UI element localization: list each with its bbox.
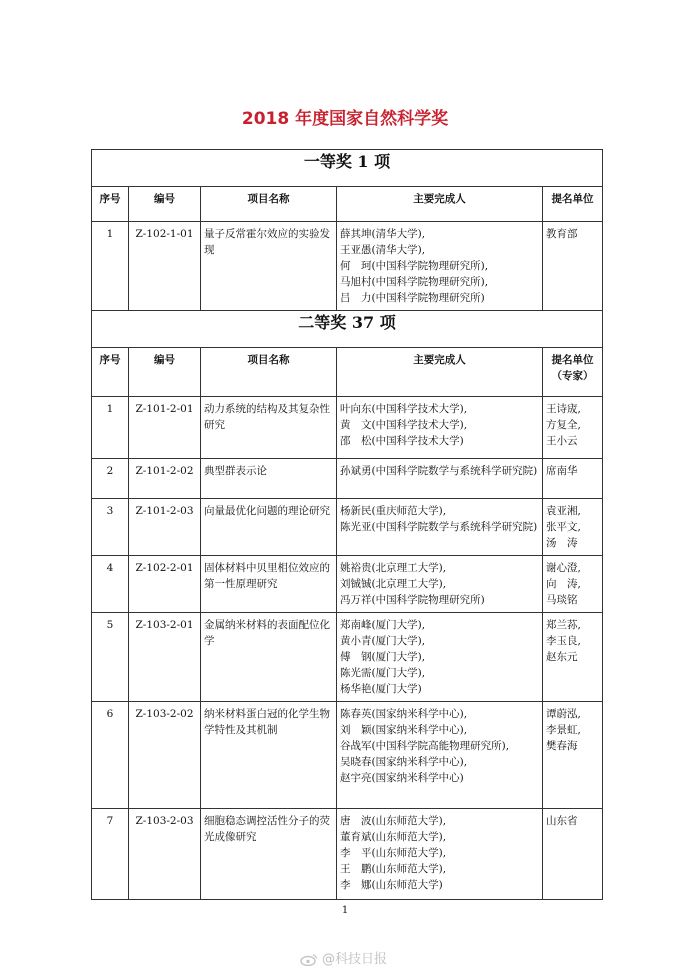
row-number: 7: [92, 809, 129, 900]
table-row: [92, 397, 603, 459]
award-table: [91, 149, 603, 900]
second-prize-heading-row: [92, 311, 603, 348]
nominator: [543, 556, 603, 613]
contributor: 刘 颖(国家纳米科学中心),: [340, 724, 468, 736]
project-name: 金属纳米材料的表面配位化学: [201, 613, 337, 702]
column-header-row: [92, 187, 603, 222]
nominator: [543, 499, 603, 556]
nominator-name: 谭蔚泓,: [546, 708, 581, 720]
table-row: [92, 222, 603, 311]
contributor: 马旭村(中国科学院物理研究所),: [340, 276, 489, 288]
nominator-name: 张平文,: [546, 521, 581, 533]
contributor: 姚裕贵(北京理工大学),: [340, 562, 447, 574]
second-prize-heading: 二等奖 37 项: [92, 311, 603, 348]
contributor: 孙斌勇(中国科学院数学与系统科学研究院): [340, 465, 538, 477]
nominator-name: 李景虹,: [546, 724, 581, 736]
table-row: [92, 499, 603, 556]
row-number: 1: [92, 397, 129, 459]
project-name: 动力系统的结构及其复杂性研究: [201, 397, 337, 459]
contributor: 傅 钢(厦门大学),: [340, 651, 426, 663]
contributor: 陈春英(国家纳米科学中心),: [340, 708, 468, 720]
contributor: 黄小青(厦门大学),: [340, 635, 426, 647]
row-number: 6: [92, 702, 129, 809]
nominator-name: 樊春海: [546, 740, 578, 752]
nominator-name: 马琰铭: [546, 594, 578, 606]
main-contributors: [337, 397, 543, 459]
contributor: 赵宇亮(国家纳米科学中心): [340, 772, 464, 784]
nominator-name: 山东省: [546, 815, 578, 827]
column-header: 主要完成人: [337, 348, 543, 397]
column-header: 项目名称: [201, 187, 337, 222]
table-row: [92, 459, 603, 499]
column-header-row: [92, 348, 603, 397]
contributor: 郑南峰(厦门大学),: [340, 619, 426, 631]
contributor: 吴晓春(国家纳米科学中心),: [340, 756, 468, 768]
column-header: 提名单位（专家）: [543, 348, 603, 397]
nominator-name: 向 涛,: [546, 578, 581, 590]
contributor: 何 珂(中国科学院物理研究所),: [340, 260, 489, 272]
weibo-logo-icon: [300, 953, 318, 966]
first-prize-heading-row: [92, 150, 603, 187]
table-row: [92, 556, 603, 613]
project-name: 量子反常霍尔效应的实验发现: [201, 222, 337, 311]
nominator: [543, 459, 603, 499]
contributor: 吕 力(中国科学院物理研究所): [340, 292, 485, 304]
contributor: 刘铖铖(北京理工大学),: [340, 578, 447, 590]
contributor: 李 平(山东师范大学),: [340, 847, 447, 859]
contributor: 冯万祥(中国科学院物理研究所): [340, 594, 485, 606]
nominator-name: 李玉良,: [546, 635, 581, 647]
nominator-name: 王小云: [546, 435, 578, 447]
watermark: [300, 948, 387, 967]
nominator-name: 郑兰荪,: [546, 619, 581, 631]
column-header: 编号: [129, 187, 201, 222]
row-number: 1: [92, 222, 129, 311]
contributor: 陈光需(厦门大学),: [340, 667, 426, 679]
project-code: Z-102-1-01: [129, 222, 201, 311]
column-header: 主要完成人: [337, 187, 543, 222]
project-code: Z-101-2-02: [129, 459, 201, 499]
nominator: [543, 613, 603, 702]
project-code: Z-102-2-01: [129, 556, 201, 613]
contributor: 谷战军(中国科学院高能物理研究所),: [340, 740, 510, 752]
main-contributors: [337, 809, 543, 900]
nominator: [543, 809, 603, 900]
project-name: 固体材料中贝里相位效应的第一性原理研究: [201, 556, 337, 613]
column-header: 项目名称: [201, 348, 337, 397]
column-header: 提名单位: [543, 187, 603, 222]
contributor: 邵 松(中国科学技术大学): [340, 435, 464, 447]
row-number: 2: [92, 459, 129, 499]
page-number: 1: [341, 905, 349, 916]
main-contributors: [337, 459, 543, 499]
project-code: Z-103-2-03: [129, 809, 201, 900]
column-header: 序号: [92, 187, 129, 222]
main-contributors: [337, 556, 543, 613]
main-contributors: [337, 222, 543, 311]
row-number: 3: [92, 499, 129, 556]
contributor: 李 娜(山东师范大学): [340, 879, 443, 891]
row-number: 4: [92, 556, 129, 613]
page-title: 2018 年度国家自然科学奖: [241, 109, 449, 129]
project-name: 向量最优化问题的理论研究: [201, 499, 337, 556]
project-code: Z-103-2-01: [129, 613, 201, 702]
nominator-name: 汤 涛: [546, 537, 578, 549]
project-name: 纳米材料蛋白冠的化学生物学特性及其机制: [201, 702, 337, 809]
table-row: [92, 702, 603, 809]
main-contributors: [337, 702, 543, 809]
contributor: 杨华艳(厦门大学): [340, 683, 422, 695]
project-name: 细胞稳态调控活性分子的荧光成像研究: [201, 809, 337, 900]
nominator: [543, 702, 603, 809]
nominator-name: 方复全,: [546, 419, 581, 431]
contributor: 黄 文(中国科学技术大学),: [340, 419, 468, 431]
table-row: [92, 613, 603, 702]
project-name: 典型群表示论: [201, 459, 337, 499]
contributor: 陈光亚(中国科学院数学与系统科学研究院): [340, 521, 538, 533]
nominator-name: 王诗宬,: [546, 403, 581, 415]
nominator: [543, 222, 603, 311]
column-header: 编号: [129, 348, 201, 397]
watermark-text: @科技日报: [322, 952, 388, 967]
contributor: 董育斌(山东师范大学),: [340, 831, 447, 843]
nominator-name: 袁亚湘,: [546, 505, 581, 517]
project-code: Z-101-2-01: [129, 397, 201, 459]
first-prize-heading: 一等奖 1 项: [92, 150, 603, 187]
main-contributors: [337, 613, 543, 702]
nominator-name: 谢心澄,: [546, 562, 581, 574]
contributor: 薛其坤(清华大学),: [340, 228, 426, 240]
nominator: [543, 397, 603, 459]
contributor: 唐 波(山东师范大学),: [340, 815, 447, 827]
project-code: Z-103-2-02: [129, 702, 201, 809]
contributor: 叶向东(中国科学技术大学),: [340, 403, 468, 415]
nominator-name: 赵东元: [546, 651, 578, 663]
row-number: 5: [92, 613, 129, 702]
nominator-name: 席南华: [546, 465, 578, 477]
contributor: 王 鹏(山东师范大学),: [340, 863, 447, 875]
column-header: 序号: [92, 348, 129, 397]
main-contributors: [337, 499, 543, 556]
contributor: 王亚愚(清华大学),: [340, 244, 426, 256]
project-code: Z-101-2-03: [129, 499, 201, 556]
contributor: 杨新民(重庆师范大学),: [340, 505, 447, 517]
nominator-name: 教育部: [546, 228, 578, 240]
table-row: [92, 809, 603, 900]
